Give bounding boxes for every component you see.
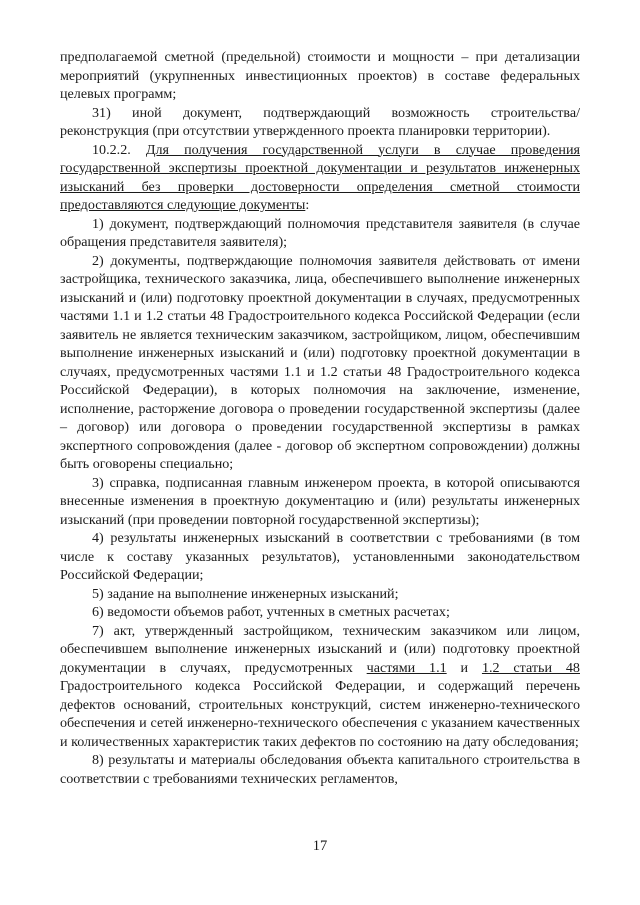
link-parts-1-1[interactable]: частями 1.1 bbox=[366, 659, 447, 676]
document-body bbox=[60, 48, 580, 788]
list-item-8: 8) результаты и материалы обследования объекта капитального строительства в соответствии с требованиями технических регламентов, bbox=[60, 752, 580, 787]
list-item-7-post: Градостроительного кодекса Российской Федерации, и содержащий перечень дефектов оснований, строительных конструкций, систем инженерно-технического обеспечения и сетей инженерно-технического обеспечения с указанием качественных и количественных характеристик таких дефектов по состоянию на дату обследования; bbox=[60, 678, 580, 750]
list-item-7 bbox=[60, 622, 580, 752]
section-number: 10.2.2. bbox=[92, 141, 131, 158]
list-item-5: 5) задание на выполнение инженерных изысканий; bbox=[92, 585, 399, 602]
page-number: 17 bbox=[312, 838, 328, 854]
list-item-2: 2) документы, подтверждающие полномочия заявителя действовать от имени застройщика, технического заказчика, лица, обеспечившего выполнение инженерных изысканий и (или) подготовку проектной документации в случаях, предусмотренных частями 1.1 и 1.2 статьи 48 Градостроительного кодекса Российской Федерации (если заявитель не является техническим заказчиком, застройщиком, лицом, обеспечившим выполнение инженерных изысканий и (или) подготовку проектной документации в случаях, предусмотренных частями 1.1 и 1.2 статьи 48 Градостроительного кодекса Российской Федерации), в которых полномочия на заключение, изменение, исполнение, расторжение договора о проведении государственной экспертизы (далее – договор) или договора о проведении государственной экспертизы в рамках экспертного сопровождения (далее - договор об экспертном сопровождении) должны быть оговорены специально; bbox=[60, 252, 580, 472]
section-heading-underlined: Для получения государственной услуги в случае проведения государственной экспертизы проектной документации и результатов инженерных изысканий без проверки достоверности определения сметной стоимости предоставляются следующие документы bbox=[60, 141, 580, 213]
list-item-7-pre: 7) акт, утвержденный застройщиком, техническим заказчиком или лицом, обеспечившем выполнение инженерных изысканий и (или) подготовку проектной документации в случаях, предусмотренных bbox=[60, 622, 580, 676]
list-item-3: 3) справка, подписанная главным инженером проекта, в которой описываются внесенные изменения в проектную документацию и (или) результаты инженерных изысканий (при проведении повторной государственной экспертизы); bbox=[60, 474, 580, 528]
paragraph-continuation: предполагаемой сметной (предельной) стоимости и мощности – при детализации мероприятий (укрупненных инвестиционных проектов) в составе федеральных целевых программ; bbox=[60, 49, 580, 102]
link-part-1-2-article-48[interactable]: 1.2 статьи 48 bbox=[481, 659, 580, 676]
list-item-1: 1) документ, подтверждающий полномочия представителя заявителя (в случае обращения представителя заявителя); bbox=[60, 215, 580, 250]
paragraph-section-10-2-2 bbox=[60, 141, 580, 215]
list-item-4: 4) результаты инженерных изысканий в соответствии с требованиями (в том числе к составу указанных результатов), установленными законодательством Российской Федерации; bbox=[60, 530, 580, 583]
section-heading-tail: : bbox=[305, 197, 310, 213]
list-item-6: 6) ведомости объемов работ, учтенных в сметных расчетах; bbox=[92, 604, 450, 620]
paragraph-item-31: 31) иной документ, подтверждающий возможность строительства/реконструкция (при отсутствии утвержденного проекта планировки территории). bbox=[60, 104, 580, 139]
list-item-7-mid: и bbox=[446, 659, 482, 676]
